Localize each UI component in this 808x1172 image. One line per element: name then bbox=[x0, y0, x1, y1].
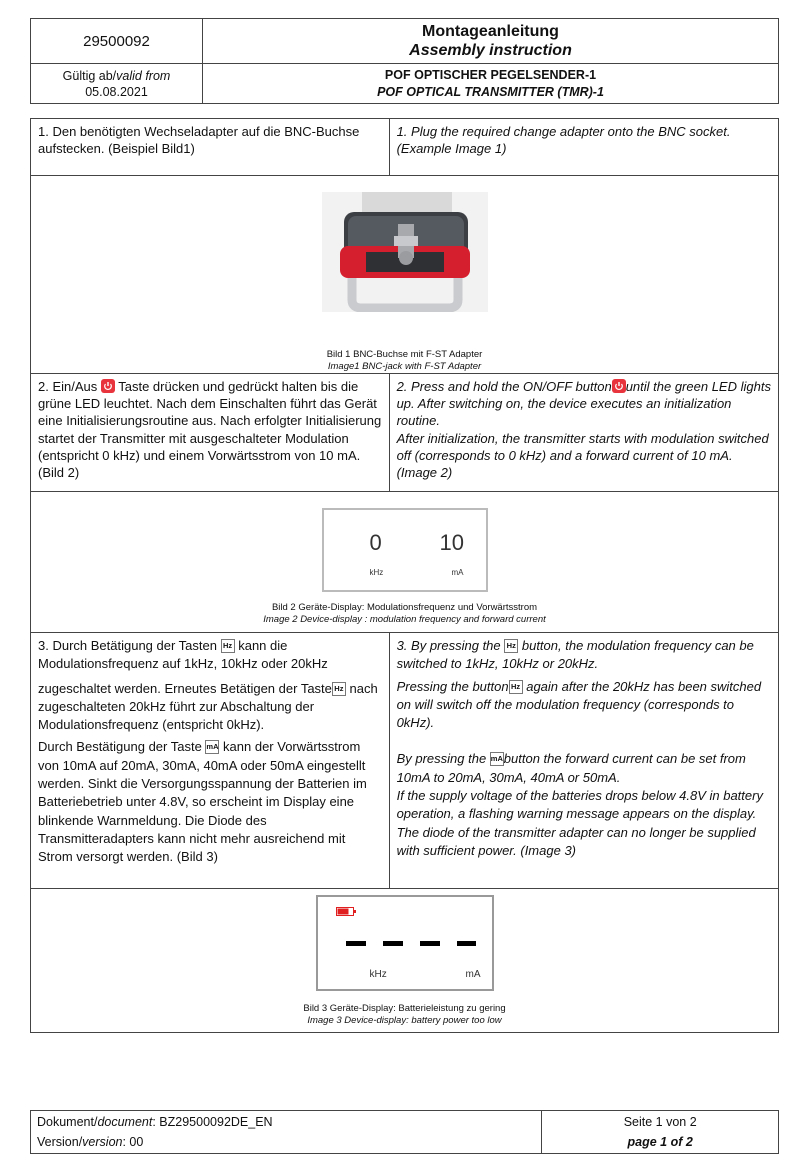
step2-de-text-b: Taste drücken und gedrückt halten bis die grüne LED leuchtet. Nach dem Einschalten führt das Gerät eine Initialisierungsroutine aus. Nach erfolgter Initialisierung startet der Transmitter mit ausgeschalteter Modulation (entspricht 0 kHz) und einem Vorwärtsstrom von 10 mA. (Bild 2) bbox=[38, 379, 382, 481]
battery-low-icon bbox=[336, 907, 356, 916]
step3-en-p1-b: button, the modulation frequency can be switched to 1kHz, 10kHz or 20kHz. bbox=[396, 638, 754, 672]
figure3-caption-de: Bild 3 Geräte-Display: Batterieleistung zu gering bbox=[303, 1003, 506, 1014]
figure3-caption bbox=[31, 1003, 778, 1027]
step1-en: 1. Plug the required change adapter onto the BNC socket. (Example Image 1) bbox=[389, 119, 778, 176]
figure1-caption-de: Bild 1 BNC-Buchse mit F-ST Adapter bbox=[326, 349, 483, 360]
figure1-cell bbox=[31, 176, 779, 374]
valid-label-de: Gültig ab/ bbox=[62, 68, 117, 83]
step3-de-p2-b: nach zugeschalteten 20kHz führt zur Abschaltung der Modulationsfrequenz (entspricht 0kHz). bbox=[38, 680, 378, 733]
product-name bbox=[203, 64, 779, 104]
product-en: POF OPTICAL TRANSMITTER (TMR)-1 bbox=[377, 84, 604, 99]
freq-unit: kHz bbox=[369, 568, 384, 577]
figure3-caption-en: Image 3 Device-display: battery power too low bbox=[307, 1015, 502, 1026]
footer-table bbox=[30, 1110, 779, 1154]
step3-en-p3 bbox=[397, 750, 772, 787]
version-value: : 00 bbox=[122, 1135, 144, 1149]
current-unit: mA bbox=[451, 568, 464, 577]
step3-en-p2-a: Pressing the button bbox=[396, 678, 509, 694]
title-en: Assembly instruction bbox=[409, 42, 572, 59]
dash-3 bbox=[420, 941, 440, 946]
step3-en-p1 bbox=[397, 637, 772, 674]
version-label-en: version bbox=[82, 1135, 123, 1149]
ma-button-icon: mA bbox=[205, 740, 219, 754]
step3-de-p2-a: zugeschaltet werden. Erneutes Betätigen der Taste bbox=[38, 680, 332, 696]
step2-de-text-a: 2. Ein/Aus bbox=[38, 379, 101, 394]
step3-en-p4: If the supply voltage of the batteries drops below 4.8V in battery operation, a flashing warning message appears on the display. The diode of the transmitter adapter can no longer be supplied with sufficient power. (Image 3) bbox=[396, 788, 763, 858]
figure2-caption bbox=[31, 602, 778, 626]
step2-en-text-c: After initialization, the transmitter starts with modulation switched off (corresponds to 0 kHz) and a forward current of 10 mA. (Image 2) bbox=[396, 430, 769, 481]
hz-button-icon: Hz bbox=[504, 639, 518, 653]
step2-de bbox=[31, 374, 390, 492]
step3-de-p1-a: 3. Durch Betätigung der Tasten bbox=[38, 638, 221, 653]
version-ref bbox=[37, 1132, 535, 1152]
doc-label-en: document bbox=[97, 1115, 153, 1129]
doc-ref bbox=[37, 1112, 535, 1132]
bnc-adapter-photo bbox=[322, 192, 488, 312]
page-number-en: page 1 of 2 bbox=[627, 1135, 693, 1149]
footer-right bbox=[542, 1111, 779, 1154]
current-unit: mA bbox=[465, 969, 481, 980]
step1-de: 1. Den benötigten Wechseladapter auf die BNC-Buchse aufstecken. (Beispiel Bild1) bbox=[31, 119, 390, 176]
step2-en-text-a: 2. Press and hold the ON/OFF button bbox=[396, 379, 612, 394]
doc-label-de: Dokument/ bbox=[37, 1115, 98, 1129]
power-button-icon bbox=[612, 379, 626, 393]
ma-button-icon: mA bbox=[490, 752, 504, 766]
figure3-cell bbox=[31, 889, 779, 1033]
product-de: POF OPTISCHER PEGELSENDER-1 bbox=[384, 67, 597, 82]
valid-label-en: valid from bbox=[116, 68, 171, 83]
hz-button-icon: Hz bbox=[221, 639, 235, 653]
page-number-de: Seite 1 von 2 bbox=[623, 1115, 697, 1129]
figure1-caption-en: Image1 BNC-jack with F-ST Adapter bbox=[327, 361, 482, 372]
step3-en-p3-b: button the forward current can be set from 10mA to 20mA, 30mA, 40mA or 50mA. bbox=[396, 751, 746, 785]
step3-de-p3-b: kann der Vorwärtsstrom von 10mA auf 20mA, 30mA, 40mA oder 50mA eingestellt werden. Sinkt die Versorgungsspannung der Batterien im Batteriebetrieb unter 4.8V, so erscheint im Display eine blinkende Warnmeldung. Die Diode des Transmitteradapters kann nicht mehr ausreichend mit Strom versorgt werden. (Bild 3) bbox=[38, 739, 367, 865]
step2-en-text-b: until the green LED lights up. After switching on, the device executes an initialization routine. bbox=[396, 379, 771, 429]
instruction-table bbox=[30, 118, 779, 1033]
header-table bbox=[30, 18, 779, 104]
step3-de-p3-a: Durch Bestätigung der Taste bbox=[38, 739, 206, 755]
step3-de-p1 bbox=[38, 637, 383, 674]
step3-en bbox=[389, 633, 778, 889]
doc-number: 29500092 bbox=[31, 19, 203, 64]
footer-left bbox=[31, 1111, 542, 1154]
hz-button-icon: Hz bbox=[509, 680, 523, 694]
dash-1 bbox=[346, 941, 366, 946]
step3-en-p2-b: again after the 20kHz has been switched on will switch off the modulation frequency (corresponds to 0kHz). bbox=[396, 678, 762, 731]
dash-2 bbox=[383, 941, 403, 946]
figure1-caption bbox=[31, 349, 778, 373]
step2-en bbox=[389, 374, 778, 492]
hz-button-icon: Hz bbox=[332, 682, 346, 696]
device-display-normal bbox=[322, 508, 488, 592]
valid-from bbox=[31, 64, 203, 104]
device-display-battery-low bbox=[316, 895, 494, 991]
step3-de-p3 bbox=[38, 738, 383, 866]
step3-de-p2 bbox=[38, 680, 383, 735]
figure2-caption-en: Image 2 Device-display : modulation frequency and forward current bbox=[263, 614, 546, 625]
figure2-caption-de: Bild 2 Geräte-Display: Modulationsfrequenz und Vorwärtsstrom bbox=[271, 602, 538, 613]
doc-value: : BZ29500092DE_EN bbox=[152, 1115, 273, 1129]
freq-value: 0 bbox=[369, 530, 382, 555]
figure2-cell bbox=[31, 492, 779, 633]
step3-en-p1-a: 3. By pressing the bbox=[396, 638, 505, 653]
current-value: 10 bbox=[439, 530, 464, 555]
title-cell bbox=[203, 19, 779, 64]
power-button-icon bbox=[101, 379, 115, 393]
version-label-de: Version/ bbox=[37, 1135, 83, 1149]
title-de: Montageanleitung bbox=[422, 23, 559, 40]
dashes-display bbox=[336, 939, 476, 949]
dash-4 bbox=[457, 941, 476, 946]
step3-en-p3-a: By pressing the bbox=[396, 751, 490, 767]
step3-en-p2 bbox=[397, 678, 772, 733]
freq-unit: kHz bbox=[369, 969, 387, 980]
valid-date: 05.08.2021 bbox=[85, 84, 148, 99]
step3-de bbox=[31, 633, 390, 889]
step3-de-p1-b: kann die Modulationsfrequenz auf 1kHz, 10kHz oder 20kHz bbox=[38, 638, 328, 672]
